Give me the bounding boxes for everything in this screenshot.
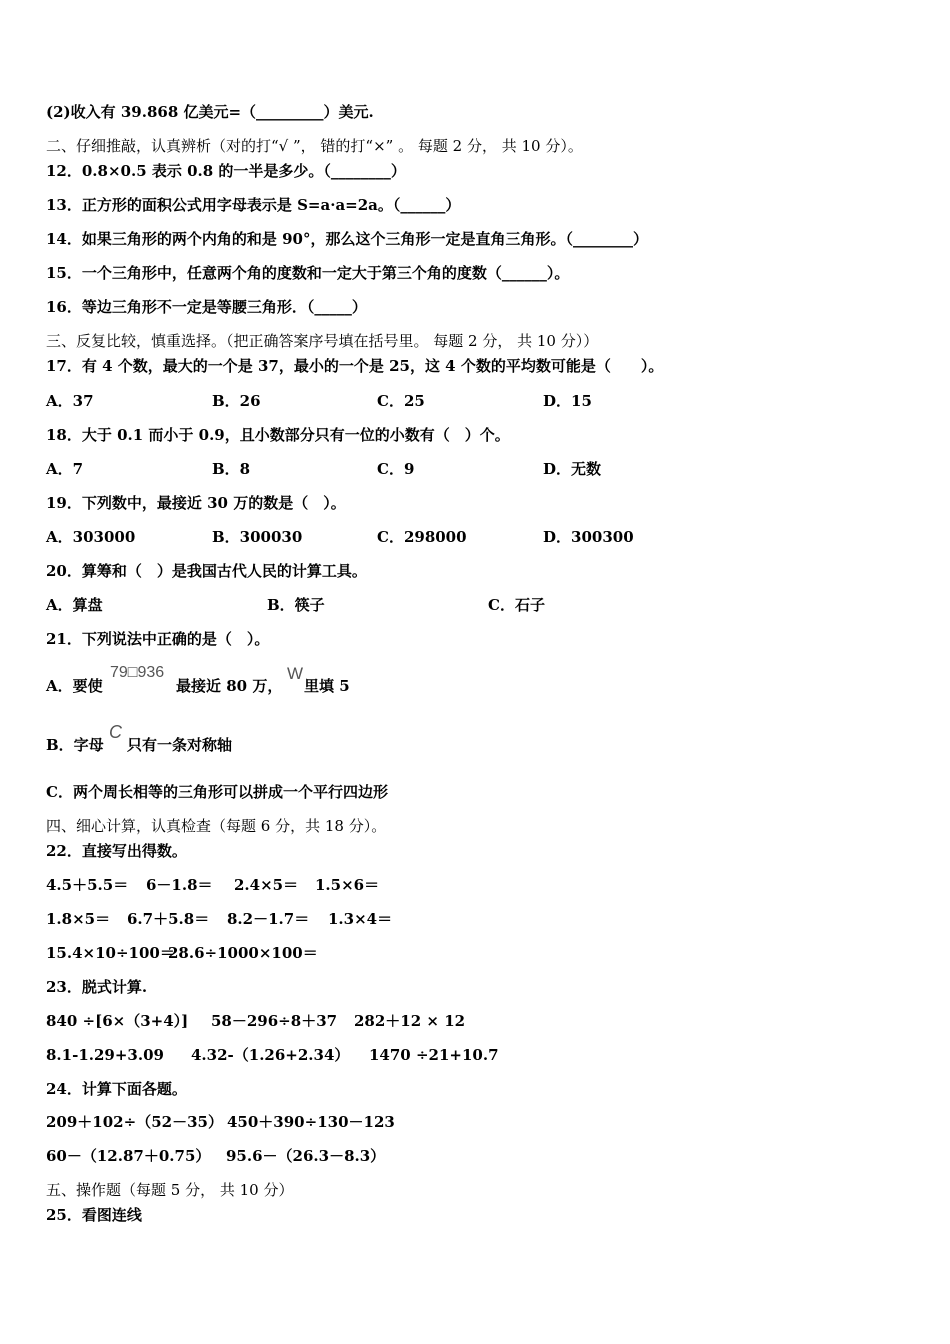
question-20: 20．算筹和（ ）是我国古代人民的计算工具。 [46, 562, 367, 580]
q20-option-c: C．石子 [488, 596, 545, 614]
q19-option-b: B．300030 [212, 528, 303, 546]
question-15: 15．一个三角形中，任意两个角的度数和一定大于第三个角的度数（______）。 [46, 264, 570, 282]
q22-item: 8.2－1.7＝ [227, 910, 310, 928]
question-13: 13．正方形的面积公式用字母表示是 S=a·a=2a。（______） [46, 196, 461, 214]
q23-item: 8.1-1.29+3.09 [46, 1046, 164, 1064]
q22-item: 1.3×4＝ [328, 910, 393, 928]
q19-option-d: D．300300 [543, 528, 634, 546]
question-24: 24．计算下面各题。 [46, 1080, 187, 1098]
question-16: 16．等边三角形不一定是等腰三角形．（_____） [46, 298, 367, 316]
q18-option-a: A．7 [46, 460, 84, 478]
q22-item: 1.8×5＝ [46, 910, 111, 928]
section-2-heading: 二、仔细推敲，认真辨析（对的打“√ ”， 错的打“×” 。 每题 2 分， 共 10 分）。 [46, 137, 583, 155]
question-21: 21．下列说法中正确的是（ ）。 [46, 630, 270, 648]
q24-item: 60－（12.87＋0.75） [46, 1147, 211, 1165]
q17-option-c: C．25 [377, 392, 425, 410]
q23-item: 840 ÷[6×（3+4）] [46, 1012, 189, 1030]
question-19: 19．下列数中，最接近 30 万的数是（ ）。 [46, 494, 346, 512]
q21-option-a-symbol: W [287, 664, 304, 683]
section-4-heading: 四、细心计算，认真检查（每题 6 分，共 18 分）。 [46, 817, 387, 835]
q22-item: 2.4×5＝ [234, 876, 299, 894]
q22-item: 6－1.8＝ [146, 876, 213, 894]
section-5-heading: 五、操作题（每题 5 分， 共 10 分） [46, 1181, 294, 1199]
q23-item: 4.32-（1.26+2.34） [191, 1046, 350, 1064]
question-2-line: (2)收入有 39.868 亿美元=（_________）美元. [46, 103, 374, 121]
q21-option-b-symbol: C [109, 722, 122, 742]
q21-option-a-middle: 最接近 80 万， [176, 677, 283, 695]
q21-option-a-prefix: A．要使 [46, 677, 103, 695]
q17-option-b: B．26 [212, 392, 261, 410]
q20-option-a: A．算盘 [46, 596, 103, 614]
q17-option-d: D．15 [543, 392, 592, 410]
q18-option-b: B．8 [212, 460, 251, 478]
question-23: 23．脱式计算. [46, 978, 148, 996]
q18-option-c: C．9 [377, 460, 415, 478]
q23-item: 282＋12 × 12 [354, 1012, 466, 1030]
q21-option-b-suffix: 只有一条对称轴 [127, 736, 233, 754]
section-3-heading: 三、反复比较，慎重选择。（把正确答案序号填在括号里。 每题 2 分， 共 10 分）） [46, 332, 599, 350]
q23-item: 1470 ÷21+10.7 [369, 1046, 499, 1064]
q22-item: 4.5＋5.5＝ [46, 876, 129, 894]
q21-option-a-number: 79□936 [110, 664, 165, 681]
q19-option-a: A．303000 [46, 528, 136, 546]
q22-item: 28.6÷1000×100＝ [168, 944, 318, 962]
question-17: 17．有 4 个数，最大的一个是 37，最小的一个是 25，这 4 个数的平均数可能是（ ）。 [46, 357, 664, 375]
q24-item: 95.6－（26.3－8.3） [226, 1147, 386, 1165]
q17-option-a: A．37 [46, 392, 94, 410]
question-22: 22．直接写出得数。 [46, 842, 187, 860]
q22-item: 6.7＋5.8＝ [127, 910, 210, 928]
q18-option-d: D．无数 [543, 460, 602, 478]
q24-item: 450＋390÷130－123 [227, 1113, 395, 1131]
q20-option-b: B．筷子 [267, 596, 325, 614]
q22-item: 15.4×10÷100＝ [46, 944, 175, 962]
question-18: 18．大于 0.1 而小于 0.9，且小数部分只有一位的小数有（ ）个。 [46, 426, 510, 444]
q21-option-b-prefix: B．字母 [46, 736, 104, 754]
q21-option-c: C．两个周长相等的三角形可以拼成一个平行四边形 [46, 783, 388, 801]
question-12: 12．0.8×0.5 表示 0.8 的一半是多少。（________） [46, 162, 406, 180]
question-14: 14．如果三角形的两个内角的和是 90°，那么这个三角形一定是直角三角形。（________） [46, 230, 648, 248]
question-25: 25．看图连线 [46, 1206, 142, 1224]
q24-item: 209＋102÷（52－35） [46, 1113, 223, 1131]
q22-item: 1.5×6＝ [315, 876, 380, 894]
q21-option-a-suffix: 里填 5 [304, 677, 350, 695]
q19-option-c: C．298000 [377, 528, 467, 546]
q23-item: 58－296÷8＋37 [211, 1012, 338, 1030]
